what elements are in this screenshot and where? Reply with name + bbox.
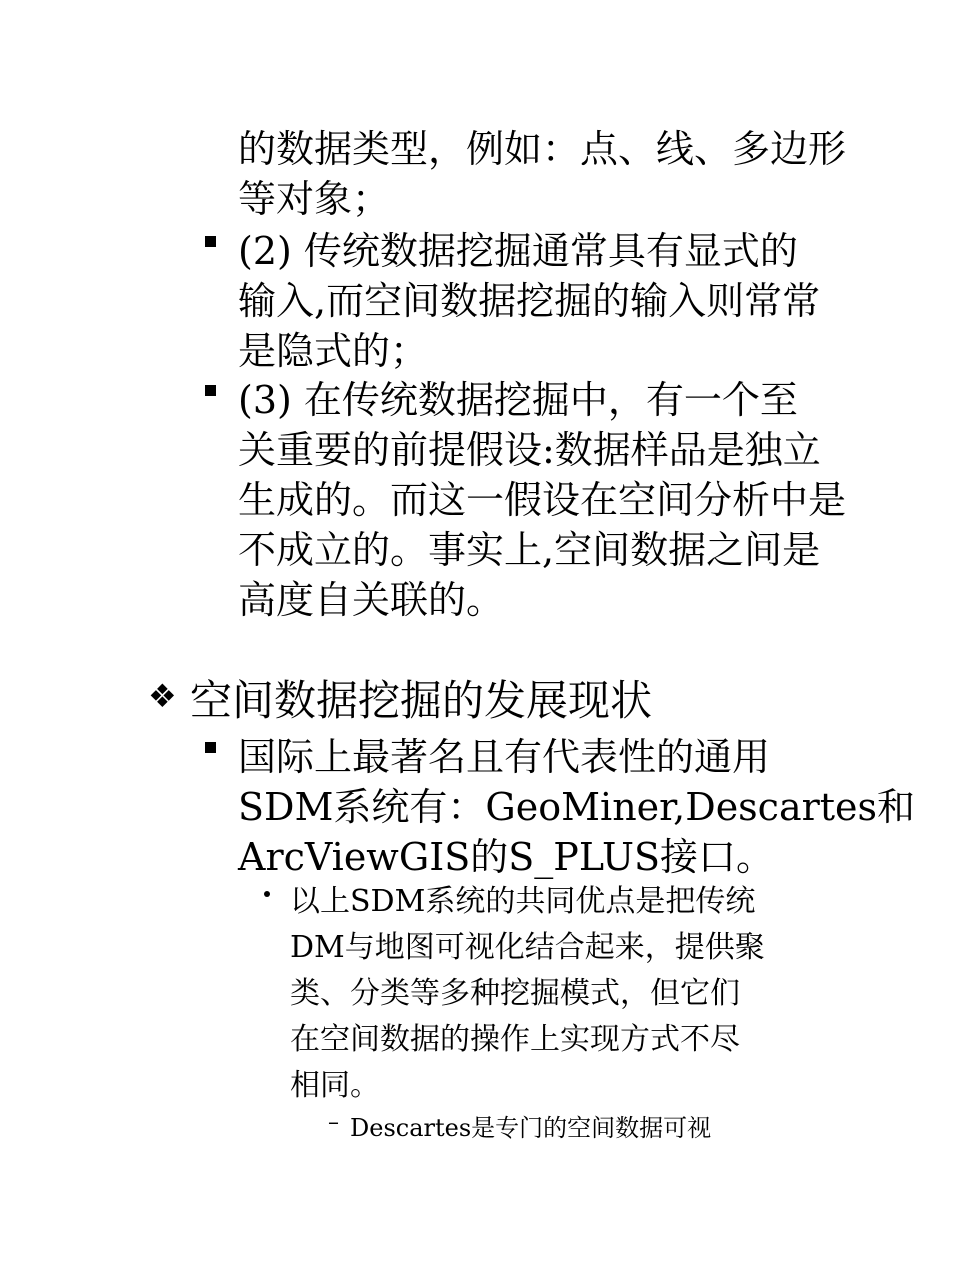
list-item-line: ArcViewGIS的S_PLUS接口。: [238, 835, 775, 879]
dash-bullet-icon: –: [328, 1110, 339, 1135]
list-item-line: 不成立的。事实上,空间数据之间是: [238, 528, 821, 572]
list-item-line: 输入,而空间数据挖掘的输入则常常: [238, 279, 821, 323]
list-item-line: 相同。: [290, 1068, 380, 1103]
list-item-line: (2) 传统数据挖掘通常具有显式的: [238, 229, 798, 273]
list-item-line: 类、分类等多种挖掘模式，但它们: [290, 976, 740, 1011]
list-item-line: SDM系统有：GeoMiner,Descartes和: [238, 785, 916, 829]
section-title: 空间数据挖掘的发展现状: [190, 676, 653, 725]
list-item-line: 在空间数据的操作上实现方式不尽: [290, 1022, 740, 1057]
list-item-line: Descartes是专门的空间数据可视: [350, 1114, 712, 1142]
diamond-bullet-icon: ❖: [148, 677, 177, 715]
list-item-line: 关重要的前提假设:数据样品是独立: [238, 428, 821, 472]
dot-bullet-icon: [264, 891, 270, 897]
square-bullet-icon: [205, 385, 216, 396]
list-item-line: (3) 在传统数据挖掘中，有一个至: [238, 378, 798, 422]
list-item-line: 等对象；: [238, 177, 391, 221]
list-item-line: DM与地图可视化结合起来，提供聚: [290, 930, 765, 965]
square-bullet-icon: [205, 236, 216, 247]
list-item-line: 生成的。而这一假设在空间分析中是: [238, 478, 847, 522]
list-item-line: 高度自关联的。: [238, 578, 505, 622]
list-item-line: 是隐式的；: [238, 329, 429, 373]
square-bullet-icon: [205, 742, 216, 753]
list-item-line: 国际上最著名且有代表性的通用: [238, 735, 771, 779]
list-item-line: 的数据类型，例如：点、线、多边形: [238, 127, 847, 171]
list-item-line: 以上SDM系统的共同优点是把传统: [290, 884, 756, 919]
